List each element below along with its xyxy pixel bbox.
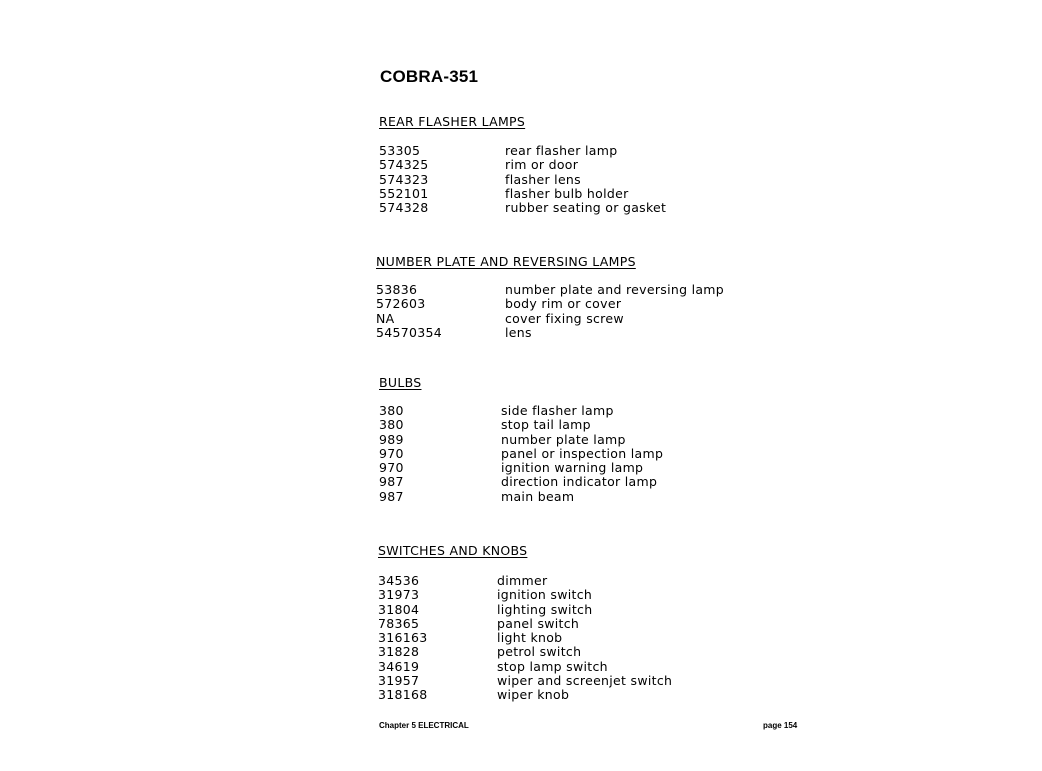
section-bulbs	[379, 375, 664, 504]
section-heading: SWITCHES AND KNOBS	[378, 543, 528, 558]
part-number: 380	[379, 417, 404, 433]
list-item	[379, 431, 626, 447]
part-description: body rim or cover	[505, 296, 622, 312]
part-description: panel switch	[497, 615, 580, 631]
section-switches-and-knobs	[378, 543, 673, 703]
part-description: side flasher lamp	[501, 403, 614, 418]
list-item	[378, 658, 608, 674]
part-description: rear flasher lamp	[505, 143, 618, 158]
footer-chapter: Chapter 5 ELECTRICAL	[379, 721, 469, 730]
part-number: 970	[379, 460, 404, 476]
part-number: 31804	[378, 601, 420, 617]
page-title: COBRA-351	[380, 67, 479, 86]
list-item	[378, 687, 570, 703]
part-description: cover fixing screw	[505, 310, 624, 326]
part-number: NA	[376, 310, 395, 326]
part-description: ignition warning lamp	[501, 460, 644, 476]
part-number: 53305	[379, 143, 421, 158]
parts-list	[376, 282, 725, 340]
part-number: 31973	[378, 587, 420, 603]
list-item	[379, 445, 664, 461]
part-number: 574323	[379, 171, 429, 187]
part-description: ignition switch	[497, 587, 593, 603]
footer-page-number: page 154	[763, 721, 798, 730]
list-item	[379, 171, 581, 187]
part-number: 380	[379, 403, 404, 418]
part-number: 318168	[378, 687, 428, 703]
part-description: petrol switch	[497, 644, 582, 660]
part-number: 34536	[378, 573, 420, 588]
part-description: dimmer	[497, 573, 548, 588]
section-heading: BULBS	[379, 375, 422, 390]
part-description: wiper knob	[497, 687, 570, 703]
part-number: 53836	[376, 282, 418, 297]
part-description: stop tail lamp	[501, 417, 591, 433]
section-rear-flasher-lamps	[379, 114, 667, 216]
list-item	[379, 403, 614, 418]
section-heading: NUMBER PLATE AND REVERSING LAMPS	[376, 254, 636, 269]
list-item	[376, 282, 725, 297]
part-number: 987	[379, 488, 404, 504]
list-item	[378, 573, 548, 588]
list-item	[379, 143, 618, 158]
part-number: 54570354	[376, 324, 443, 340]
list-item	[378, 615, 580, 631]
part-number: 574325	[379, 157, 429, 173]
part-description: lighting switch	[497, 601, 593, 617]
list-item	[376, 326, 636, 340]
part-number: 572603	[376, 296, 426, 312]
list-item	[379, 157, 579, 173]
list-item	[379, 460, 644, 476]
part-description: flasher lens	[505, 171, 581, 187]
parts-list	[379, 403, 664, 504]
part-number: 574328	[379, 200, 429, 216]
part-number: 78365	[378, 615, 420, 631]
list-item	[379, 185, 629, 201]
part-description: number plate and reversing lamp	[505, 282, 725, 297]
part-description: number plate lamp	[501, 431, 626, 447]
part-number: 31957	[378, 673, 420, 689]
part-description: main beam	[501, 488, 575, 504]
part-description: stop lamp switch	[497, 658, 608, 674]
part-number: 316163	[378, 630, 428, 646]
list-item	[378, 601, 593, 617]
part-description: panel or inspection lamp	[501, 445, 664, 461]
list-item	[378, 673, 673, 689]
part-description: flasher bulb holder	[505, 185, 629, 201]
part-description: light knob	[497, 630, 563, 646]
list-item	[379, 488, 575, 504]
part-number: 970	[379, 445, 404, 461]
part-description: lens	[505, 324, 532, 340]
part-number: 31828	[378, 644, 420, 660]
parts-list	[379, 143, 667, 216]
part-number: 987	[379, 474, 404, 490]
part-description: direction indicator lamp	[501, 474, 658, 490]
part-description: rim or door	[505, 157, 579, 173]
part-number: 34619	[378, 658, 420, 674]
part-description: wiper and screenjet switch	[497, 673, 673, 689]
part-number: 552101	[379, 185, 429, 201]
list-item	[378, 644, 582, 660]
list-item	[376, 297, 636, 311]
part-number: 989	[379, 431, 404, 447]
list-item	[378, 630, 563, 646]
part-description: rubber seating or gasket	[505, 200, 667, 216]
section-number-plate-reversing-lamps	[376, 254, 725, 340]
parts-list	[378, 573, 673, 703]
list-item	[376, 312, 636, 326]
list-item	[379, 200, 667, 216]
section-heading: REAR FLASHER LAMPS	[379, 114, 526, 129]
list-item	[379, 474, 658, 490]
list-item	[378, 587, 593, 603]
list-item	[379, 417, 591, 433]
